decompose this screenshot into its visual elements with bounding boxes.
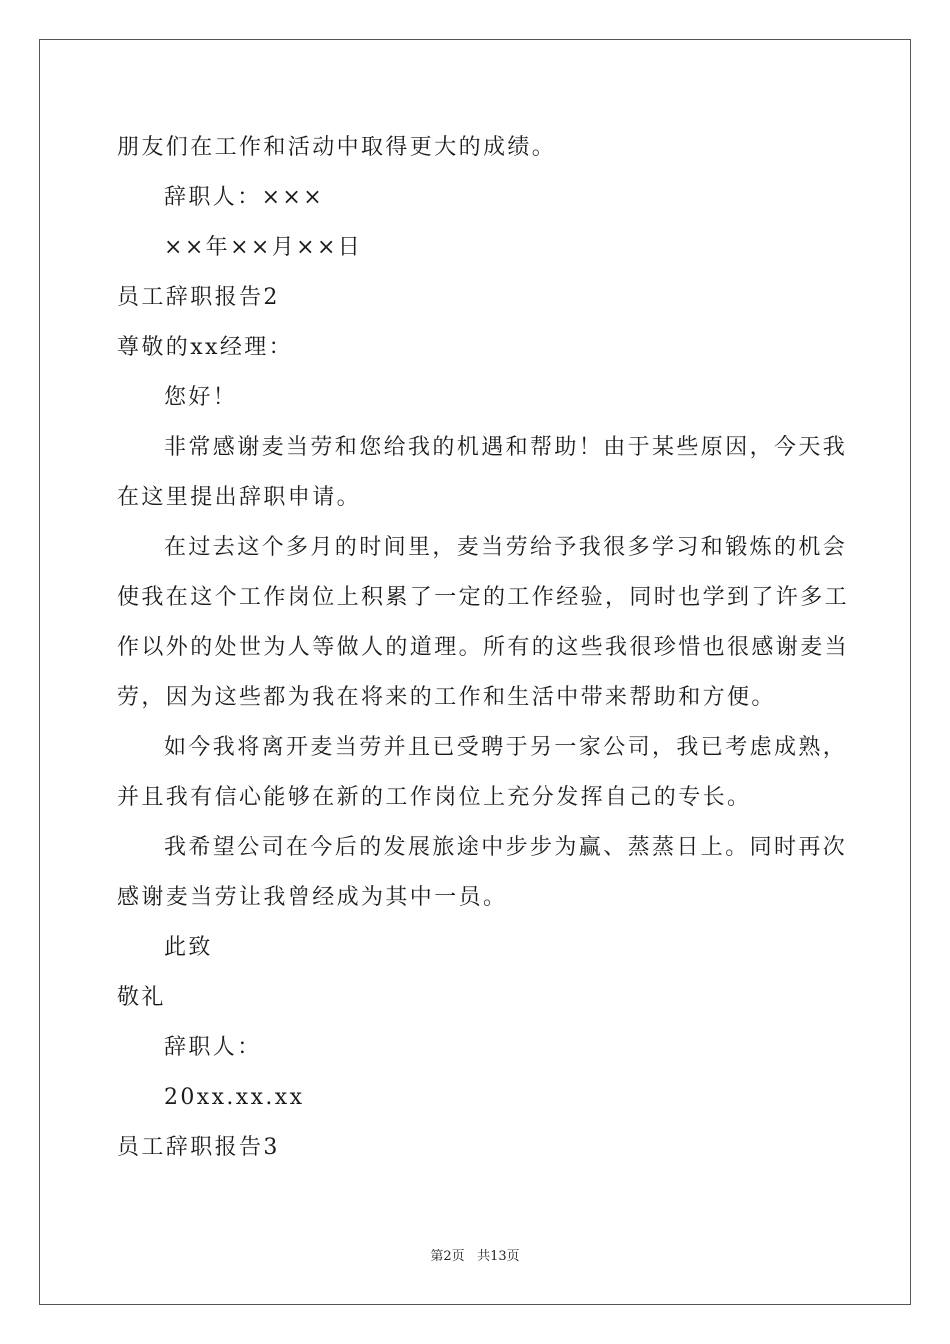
signature-line: 辞职人：×××	[164, 185, 325, 210]
greeting: 您好！	[164, 385, 238, 410]
page-total: 共13页	[477, 1249, 520, 1264]
text-line: 朋友们在工作和活动中取得更大的成绩。	[117, 135, 557, 160]
paragraph-line: 并且我有信心能够在新的工作岗位上充分发挥自己的专长。	[117, 785, 752, 810]
paragraph-line: 在过去这个多月的时间里，麦当劳给予我很多学习和锻炼的机会	[164, 535, 848, 560]
section-heading: 员工辞职报告2	[117, 285, 280, 310]
document-body	[117, 123, 850, 1173]
paragraph-line: 我希望公司在今后的发展旅途中步步为赢、蒸蒸日上。同时再次	[164, 835, 848, 860]
paragraph-line: 作以外的处世为人等做人的道理。所有的这些我很珍惜也很感谢麦当	[117, 635, 850, 660]
date-line: 20xx.xx.xx	[164, 1085, 305, 1110]
page-number: 第2页	[430, 1249, 465, 1264]
paragraph-line: 劳，因为这些都为我在将来的工作和生活中带来帮助和方便。	[117, 685, 776, 710]
page-footer	[0, 1249, 950, 1265]
paragraph-line: 使我在这个工作岗位上积累了一定的工作经验，同时也学到了许多工	[117, 585, 850, 610]
signature-line: 辞职人：	[164, 1035, 262, 1060]
closing-line: 此致	[164, 935, 213, 960]
paragraph-line: 非常感谢麦当劳和您给我的机遇和帮助！由于某些原因，今天我	[164, 435, 848, 460]
paragraph-line: 感谢麦当劳让我曾经成为其中一员。	[117, 885, 508, 910]
section-heading: 员工辞职报告3	[117, 1135, 280, 1160]
salutation: 尊敬的xx经理：	[117, 335, 294, 360]
paragraph-line: 如今我将离开麦当劳并且已受聘于另一家公司，我已考虑成熟，	[164, 735, 848, 760]
closing-line: 敬礼	[117, 985, 166, 1010]
paragraph-line: 在这里提出辞职申请。	[117, 485, 362, 510]
date-line: ××年××月××日	[164, 235, 363, 260]
